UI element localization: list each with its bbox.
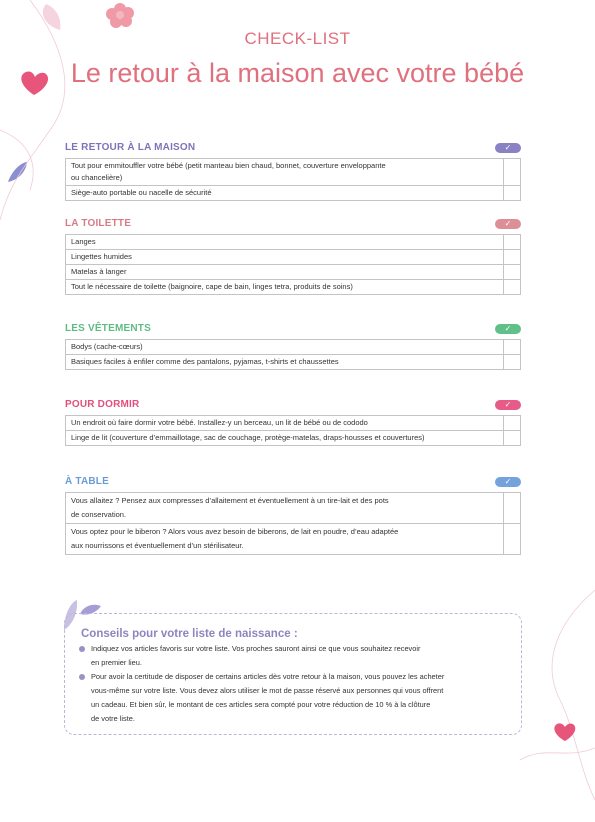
item-line: aux nourrissons et éventuellement d’un stérilisateur. (71, 541, 244, 550)
advice-box (64, 613, 522, 735)
table-row (66, 355, 521, 370)
table-row (66, 235, 521, 250)
advice-title: Conseils pour votre liste de naissance : (81, 628, 298, 640)
petal-blue-icon (8, 162, 27, 182)
checkbox[interactable] (504, 159, 521, 186)
table-row (66, 493, 521, 524)
section-table (65, 476, 521, 555)
item-line: Bodys (cache-cœurs) (66, 340, 504, 355)
bullet-icon (79, 674, 85, 680)
item-line: Linge de lit (couverture d’emmaillotage, sac de couchage, protège-matelas, draps-housses et couvertures) (66, 431, 504, 446)
advice-line: en premier lieu. (91, 658, 142, 667)
check-badge-icon: ✓ (495, 400, 521, 410)
vine-line (0, 130, 33, 190)
table-row (66, 524, 521, 555)
page-kicker: CHECK-LIST (244, 29, 351, 48)
table-row (66, 250, 521, 265)
section-title: À TABLE (65, 476, 109, 487)
checkbox[interactable] (504, 493, 521, 524)
table-row (66, 340, 521, 355)
section-title: POUR DORMIR (65, 399, 140, 410)
table-row (66, 416, 521, 431)
item-line: Lingettes humides (66, 250, 504, 265)
item-line: Tout le nécessaire de toilette (baignoire, cape de bain, linges tetra, produits de soins) (66, 280, 504, 295)
check-badge-icon: ✓ (495, 477, 521, 487)
item-line: Un endroit où faire dormir votre bébé. Installez-y un berceau, un lit de bébé ou de cododo (66, 416, 504, 431)
list-item (79, 642, 515, 670)
checkbox[interactable] (504, 235, 521, 250)
section-title: LES VÊTEMENTS (65, 323, 151, 334)
item-line: Matelas à langer (66, 265, 504, 280)
checkbox[interactable] (504, 355, 521, 370)
checkbox[interactable] (504, 186, 521, 201)
section-retour (65, 142, 521, 201)
item-line: Langes (66, 235, 504, 250)
section-vetements (65, 323, 521, 370)
item-line: Vous optez pour le biberon ? Alors vous avez besoin de biberons, de lait en poudre, d’eau adaptée (71, 527, 399, 536)
checkbox[interactable] (504, 524, 521, 555)
page-title: Le retour à la maison avec votre bébé (70, 58, 525, 88)
advice-line: de votre liste. (91, 714, 135, 723)
checkbox[interactable] (504, 416, 521, 431)
table-row (66, 431, 521, 446)
section-title: LA TOILETTE (65, 218, 132, 229)
checkbox[interactable] (504, 265, 521, 280)
checkbox[interactable] (504, 280, 521, 295)
advice-line: Pour avoir la certitude de disposer de certains articles dès votre retour à la maison, vous pouvez les acheter (91, 672, 445, 681)
check-badge-icon: ✓ (495, 219, 521, 229)
checkbox[interactable] (504, 250, 521, 265)
section-dormir (65, 399, 521, 446)
item-line: Tout pour emmitouffler votre bébé (petit manteau bien chaud, bonnet, couverture enveloppante (71, 161, 386, 170)
table-row (66, 186, 521, 201)
check-badge-icon: ✓ (495, 143, 521, 153)
item-line: Vous allaitez ? Pensez aux compresses d’allaitement et éventuellement à un tire-lait et des pots (71, 496, 389, 505)
item-line: de conservation. (71, 510, 127, 519)
vine-line (520, 748, 595, 760)
table-row (66, 280, 521, 295)
section-title: LE RETOUR À LA MAISON (65, 142, 196, 153)
advice-list (79, 642, 515, 726)
advice-line: Indiquez vos articles favoris sur votre liste. Vos proches sauront ainsi ce que vous souhaitez recevoir (91, 644, 421, 653)
item-line: ou chancelière) (71, 173, 123, 182)
petal-pink-icon (43, 4, 61, 30)
vine-line (552, 590, 595, 800)
advice-line: un cadeau. Et bien sûr, le montant de ces articles sera compté pour votre réduction de 10 % à la clôture (91, 700, 431, 709)
item-line: Basiques faciles à enfiler comme des pantalons, pyjamas, t-shirts et chaussettes (66, 355, 504, 370)
list-item (79, 670, 515, 726)
table-row (66, 265, 521, 280)
item-line: Siège-auto portable ou nacelle de sécurité (66, 186, 504, 201)
section-toilette (65, 218, 521, 295)
table-row (66, 159, 521, 186)
heart-icon (554, 723, 575, 741)
check-badge-icon: ✓ (495, 324, 521, 334)
bullet-icon (79, 646, 85, 652)
checkbox[interactable] (504, 431, 521, 446)
advice-line: vous-même sur votre liste. Vous devez alors utiliser le mot de passe réservé aux personnes qui vous offrent (91, 686, 444, 695)
checkbox[interactable] (504, 340, 521, 355)
